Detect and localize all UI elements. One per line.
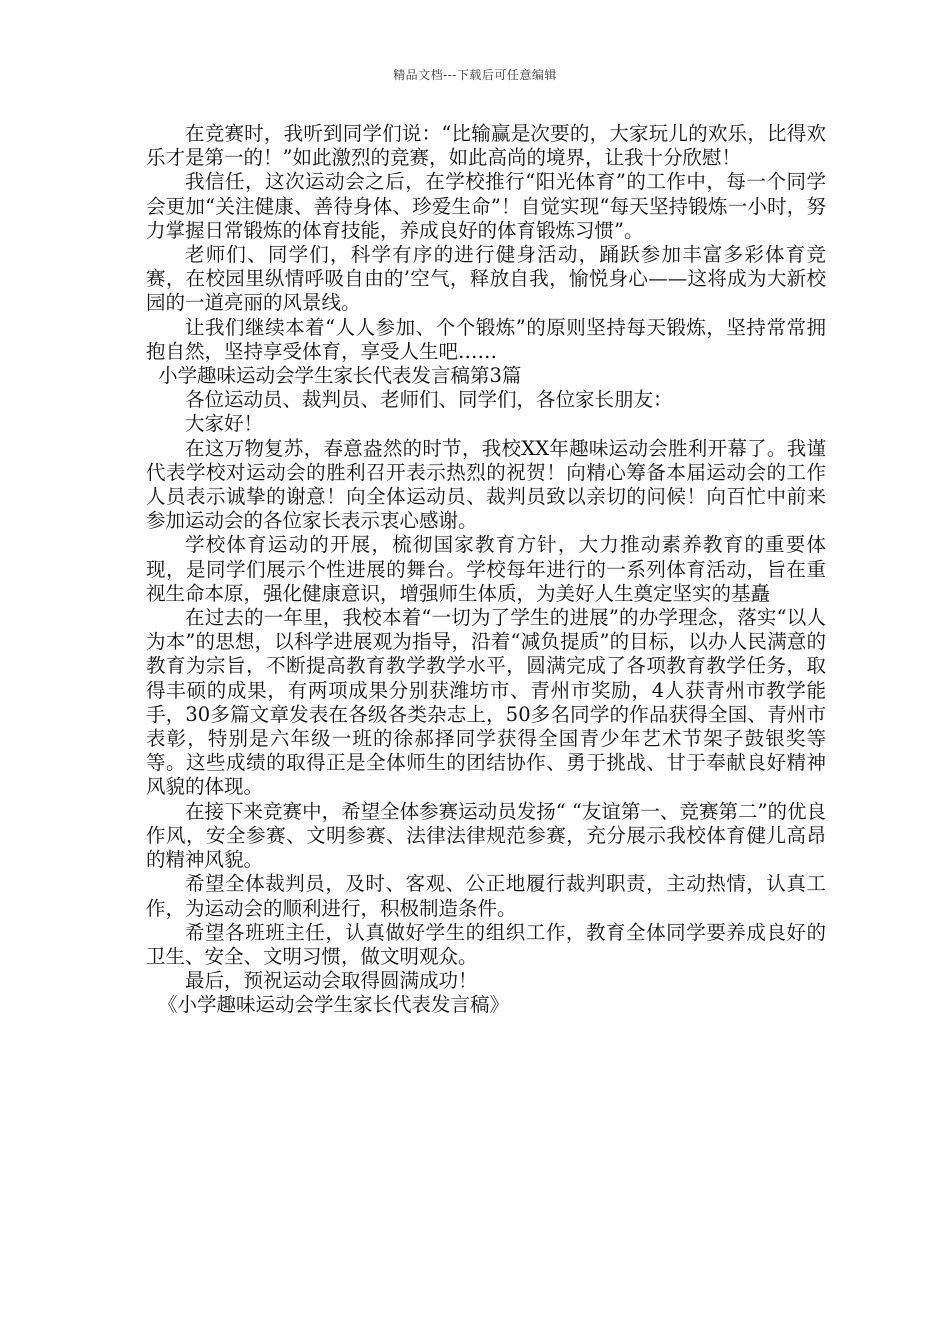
paragraph-7: 在过去的一年里，我校本着“一切为了学生的进展”的办学理念，落实“以人为本”的思想，以科学进展观为指导，沿着“减负提质”的目标，以办人民满意的教育为宗旨，不断提高教育教学教学水平，圆满完成了各项教育教学任务，取得丰硕的成果，有两项成果分别获潍坊市、青州市奖励，4人获青州市教学能手，30多篇文章发表在各级各类杂志上，50多名同学的作品获得全国、青州市表彰，特别是六年级一班的徐郝择同学获得全国青少年艺术节架子鼓银奖等等。这些成绩的取得正是全体师生的团结协作、勇于挑战、甘于奉献良好精神风貌的体现。 <box>146 606 826 799</box>
paragraph-10: 希望各班班主任，认真做好学生的组织工作，教育全体同学要养成良好的卫生、安全、文明习惯，做文明观众。 <box>146 920 826 968</box>
paragraph-6: 学校体育运动的开展，梳彻国家教育方针，大力推动素养教育的重要体现，是同学们展示个性进展的舞台。学校每年进行的一系列体育活动，旨在重视生命本原，强化健康意识，增强师生体质，为美好人生奠定坚实的基矗 <box>146 533 826 605</box>
paragraph-5: 在这万物复苏，春意盎然的时节，我校XX年趣味运动会胜利开幕了。我谨代表学校对运动会的胜利召开表示热烈的祝贺！向精心筹备本届运动会的工作人员表示诚挚的谢意！向全体运动员、裁判员致以亲切的问候！向百忙中前来参加运动会的各位家长表示衷心感谢。 <box>146 436 826 533</box>
hello-line: 大家好！ <box>185 412 264 436</box>
document-body <box>146 122 826 1018</box>
paragraph-1: 在竞赛时，我听到同学们说：“比输赢是次要的，大家玩儿的欢乐，比得欢乐才是第一的！”如此激烈的竞赛，如此高尚的境界，让我十分欣慰！ <box>146 122 826 170</box>
paragraph-8: 在接下来竞赛中，希望全体参赛运动员发扬“ “友谊第一、竞赛第二”的优良作风，安全参赛、文明参赛、法律法律规范参赛，充分展示我校体育健儿高昂的精神风貌。 <box>146 799 826 872</box>
paragraph-9: 希望全体裁判员，及时、客观、公正地履行裁判职责，主动热情，认真工作，为运动会的顺利进行，积极制造条件。 <box>146 872 826 920</box>
paragraph-2: 我信任，这次运动会之后，在学校推行“阳光体育”的工作中，每一个同学会更加“关注健康、善待身体、珍爱生命”！自觉实现“每天坚持锻炼一小时，努力掌握日常锻炼的体育技能，养成良好的体育锻炼习惯”。 <box>146 170 826 242</box>
section-heading: 小学趣味运动会学生家长代表发言稿第3篇 <box>158 364 522 388</box>
paragraph-4: 让我们继续本着“人人参加、个个锻炼”的原则坚持每天锻炼，坚持常常拥抱自然，坚持享受体育，享受人生吧…… <box>146 315 826 363</box>
paragraph-3: 老师们、同学们，科学有序的进行健身活动，踊跃参加丰富多彩体育竞赛，在校园里纵情呼吸自由的’空气，释放自我，愉悦身心——这将成为大新校园的一道亮丽的风景线。 <box>146 243 826 315</box>
closing-title: 《小学趣味运动会学生家长代表发言稿》 <box>158 993 510 1017</box>
paragraph-11: 最后，预祝运动会取得圆满成功！ <box>185 969 478 993</box>
greeting-line: 各位运动员、裁判员、老师们、同学们，各位家长朋友： <box>185 388 673 412</box>
header-note: 精品文档---下载后可任意编辑 <box>393 68 557 82</box>
